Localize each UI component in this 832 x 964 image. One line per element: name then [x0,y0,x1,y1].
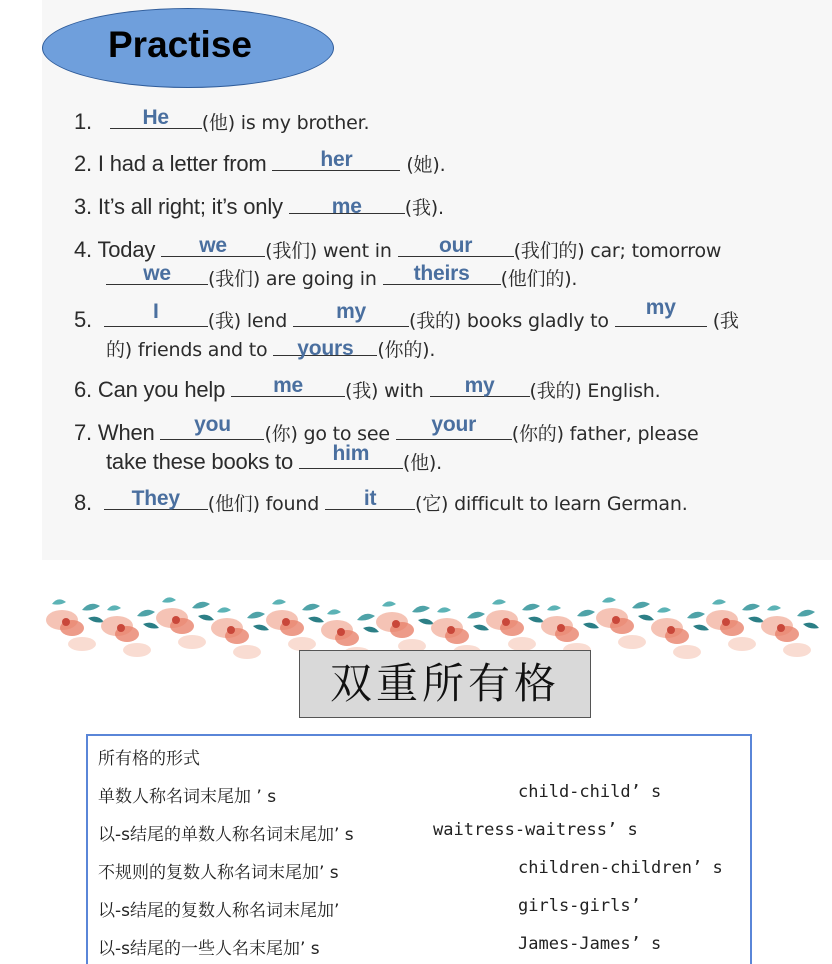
answer-blank: our [398,236,514,257]
section-title: 双重所有格 [299,650,591,718]
slide-title: Practise [108,24,252,65]
answer-blank: theirs [383,264,501,285]
exercise-6: 6. Can you help me (我) with my (我的) English. [74,374,661,402]
answer-blank: my [615,306,707,327]
exercise-7: 7. When you (你) go to see your (你的) father, please [74,413,699,445]
answer-blank: They [104,489,208,510]
table-row-rule: 以-s结尾的单数人称名词末尾加’ s [98,825,354,845]
answer-blank: you [160,419,264,440]
answer-blank: my [293,306,409,327]
exercise-5: 5. I (我) lend my (我的) books gladly to my (我 [74,296,739,332]
table-row-rule: 以-s结尾的一些人名末尾加’ s [98,939,320,959]
answer-blank: my [430,376,530,397]
answer-blank: we [106,264,208,285]
exercise-4-cont: we (我们) are going in theirs (他们的). [106,264,577,291]
table-row-rule: 以-s结尾的复数人称名词末尾加’ [98,901,340,921]
exercise-4: 4. Today we (我们) went in our (我们的) car; tomorrow [74,234,722,262]
table-row-example: James-James’ s [518,934,662,954]
exercise-5-cont: 的) friends and to yours (你的). [106,337,436,361]
possessive-table [86,734,752,964]
table-row-example: children-children’ s [518,858,723,878]
exercise-number: 1. [74,109,92,134]
table-header: 所有格的形式 [98,749,200,769]
answer-blank: we [161,236,265,257]
answer-blank: He [110,108,202,129]
table-row-rule: 不规则的复数人称名词末尾加’ s [98,863,339,883]
answer-blank: it [325,489,415,510]
exercise-8: 8. They (他们) found it (它) difficult to learn German. [74,487,688,515]
table-row-example: girls-girls’ [518,896,641,916]
exercise-7-cont: take these books to him (他). [106,442,442,474]
answer-blank: yours [273,335,377,356]
table-row-example: child-child’ s [518,782,662,802]
exercise-3: 3. It’s all right; it’s only me (我). [74,194,444,219]
exercise-1: 1. He (他) is my brother. [74,106,370,134]
answer-blank: me [231,376,345,397]
table-row-rule: 单数人称名词末尾加 ’ s [98,787,277,807]
answer-blank: him [299,448,403,469]
answer-blank: I [104,306,208,327]
exercise-2: 2. I had a letter from her (她). [74,148,446,176]
answer-blank: me [289,193,405,214]
answer-blank: her [272,150,400,171]
table-row-example: waitress-waitress’ s [433,820,638,840]
answer-blank: your [396,419,512,440]
